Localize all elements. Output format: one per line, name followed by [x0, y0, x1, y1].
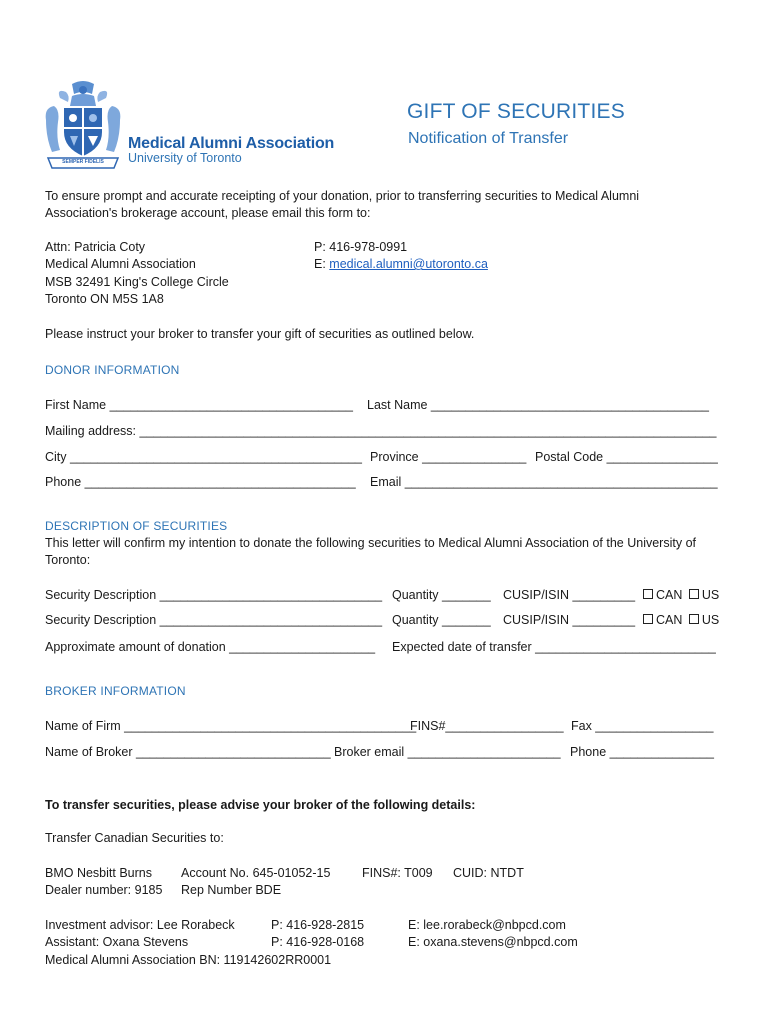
currency-options	[643, 612, 719, 630]
quantity-field[interactable]: Quantity _______	[392, 588, 491, 602]
transfer-canadian-label: Transfer Canadian Securities to:	[45, 831, 224, 845]
broker-instruction: Please instruct your broker to transfer your gift of securities as outlined below.	[45, 327, 475, 341]
donor-section-heading: DONOR INFORMATION	[45, 363, 180, 377]
logo-org-name: Medical Alumni Association	[128, 135, 335, 152]
expected-date-field[interactable]: Expected date of transfer __________________________	[392, 640, 716, 654]
city-field[interactable]: City __________________________________________	[45, 450, 362, 464]
page-subtitle: Notification of Transfer	[408, 130, 569, 147]
quantity-field[interactable]: Quantity _______	[392, 613, 491, 627]
donor-phone-field[interactable]: Phone _______________________________________	[45, 475, 356, 489]
advisor-phone: P: 416-928-2815	[271, 918, 365, 932]
contact-attn: Attn: Patricia Coty	[45, 240, 146, 254]
us-label: US	[701, 588, 720, 602]
business-number: Medical Alumni Association BN: 119142602RR0001	[45, 953, 332, 967]
transfer-heading: To transfer securities, please advise your broker of the following details:	[45, 798, 476, 812]
intro-line-2: Association's brokerage account, please email this form to:	[45, 206, 371, 220]
province-field[interactable]: Province _______________	[370, 450, 527, 464]
us-checkbox[interactable]	[689, 614, 699, 624]
investment-advisor: Investment advisor: Lee Rorabeck	[45, 918, 235, 932]
donor-email-field[interactable]: Email _____________________________________________	[370, 475, 718, 489]
assistant-email: E: oxana.stevens@nbpcd.com	[408, 935, 578, 949]
securities-text-2: Toronto:	[45, 553, 91, 567]
assistant-name: Assistant: Oxana Stevens	[45, 935, 189, 949]
securities-text-1: This letter will confirm my intention to donate the following securities to Medical Alumni Association of the University of	[45, 536, 696, 550]
logo-university: University of Toronto	[128, 151, 242, 165]
postal-code-field[interactable]: Postal Code ________________	[535, 450, 718, 464]
us-label: US	[701, 613, 720, 627]
cusip-isin-field[interactable]: CUSIP/ISIN _________	[503, 588, 636, 602]
currency-options	[643, 587, 719, 605]
securities-section-heading: DESCRIPTION OF SECURITIES	[45, 519, 228, 533]
first-name-field[interactable]: First Name ___________________________________	[45, 398, 353, 412]
assistant-phone: P: 416-928-0168	[271, 935, 365, 949]
dealer-number: Dealer number: 9185	[45, 883, 163, 897]
cusip-isin-field[interactable]: CUSIP/ISIN _________	[503, 613, 636, 627]
account-number: Account No. 645-01052-15	[181, 866, 331, 880]
security-description-field[interactable]: Security Description ________________________________	[45, 613, 383, 627]
crest-logo	[42, 80, 124, 172]
advisor-email: E: lee.rorabeck@nbpcd.com	[408, 918, 566, 932]
contact-email-prefix: E:	[314, 257, 330, 271]
rep-number: Rep Number BDE	[181, 883, 282, 897]
firm-name-field[interactable]: Name of Firm __________________________________________	[45, 719, 417, 733]
can-checkbox[interactable]	[643, 614, 653, 624]
transfer-fins: FINS#: T009	[362, 866, 433, 880]
contact-email-link[interactable]: medical.alumni@utoronto.ca	[329, 257, 488, 271]
contact-phone: P: 416-978-0991	[314, 240, 408, 254]
contact-email-row	[314, 256, 488, 274]
security-description-field[interactable]: Security Description ________________________________	[45, 588, 383, 602]
us-checkbox[interactable]	[689, 589, 699, 599]
intro-line-1: To ensure prompt and accurate receipting of your donation, prior to transferring securities to Medical Alumni	[45, 189, 640, 203]
donation-amount-field[interactable]: Approximate amount of donation _____________________	[45, 640, 376, 654]
crest-banner-text: SEMPER FIDELIS	[62, 159, 104, 165]
broker-email-field[interactable]: Broker email ______________________	[334, 745, 561, 759]
page-title: GIFT OF SECURITIES	[407, 100, 625, 123]
mailing-address-field[interactable]: Mailing address: ___________________________________________________________________________________	[45, 424, 717, 438]
can-checkbox[interactable]	[643, 589, 653, 599]
can-label: CAN	[656, 588, 683, 602]
contact-address-1: MSB 32491 King's College Circle	[45, 275, 229, 289]
bank-name: BMO Nesbitt Burns	[45, 866, 152, 880]
broker-phone-field[interactable]: Phone _______________	[570, 745, 714, 759]
can-label: CAN	[656, 613, 683, 627]
contact-org: Medical Alumni Association	[45, 257, 196, 271]
transfer-cuid: CUID: NTDT	[453, 866, 524, 880]
contact-address-2: Toronto ON M5S 1A8	[45, 292, 164, 306]
last-name-field[interactable]: Last Name ________________________________________	[367, 398, 709, 412]
fax-field[interactable]: Fax _________________	[571, 719, 714, 733]
broker-name-field[interactable]: Name of Broker ____________________________	[45, 745, 331, 759]
fins-field[interactable]: FINS#_________________	[410, 719, 564, 733]
broker-section-heading: BROKER INFORMATION	[45, 684, 186, 698]
